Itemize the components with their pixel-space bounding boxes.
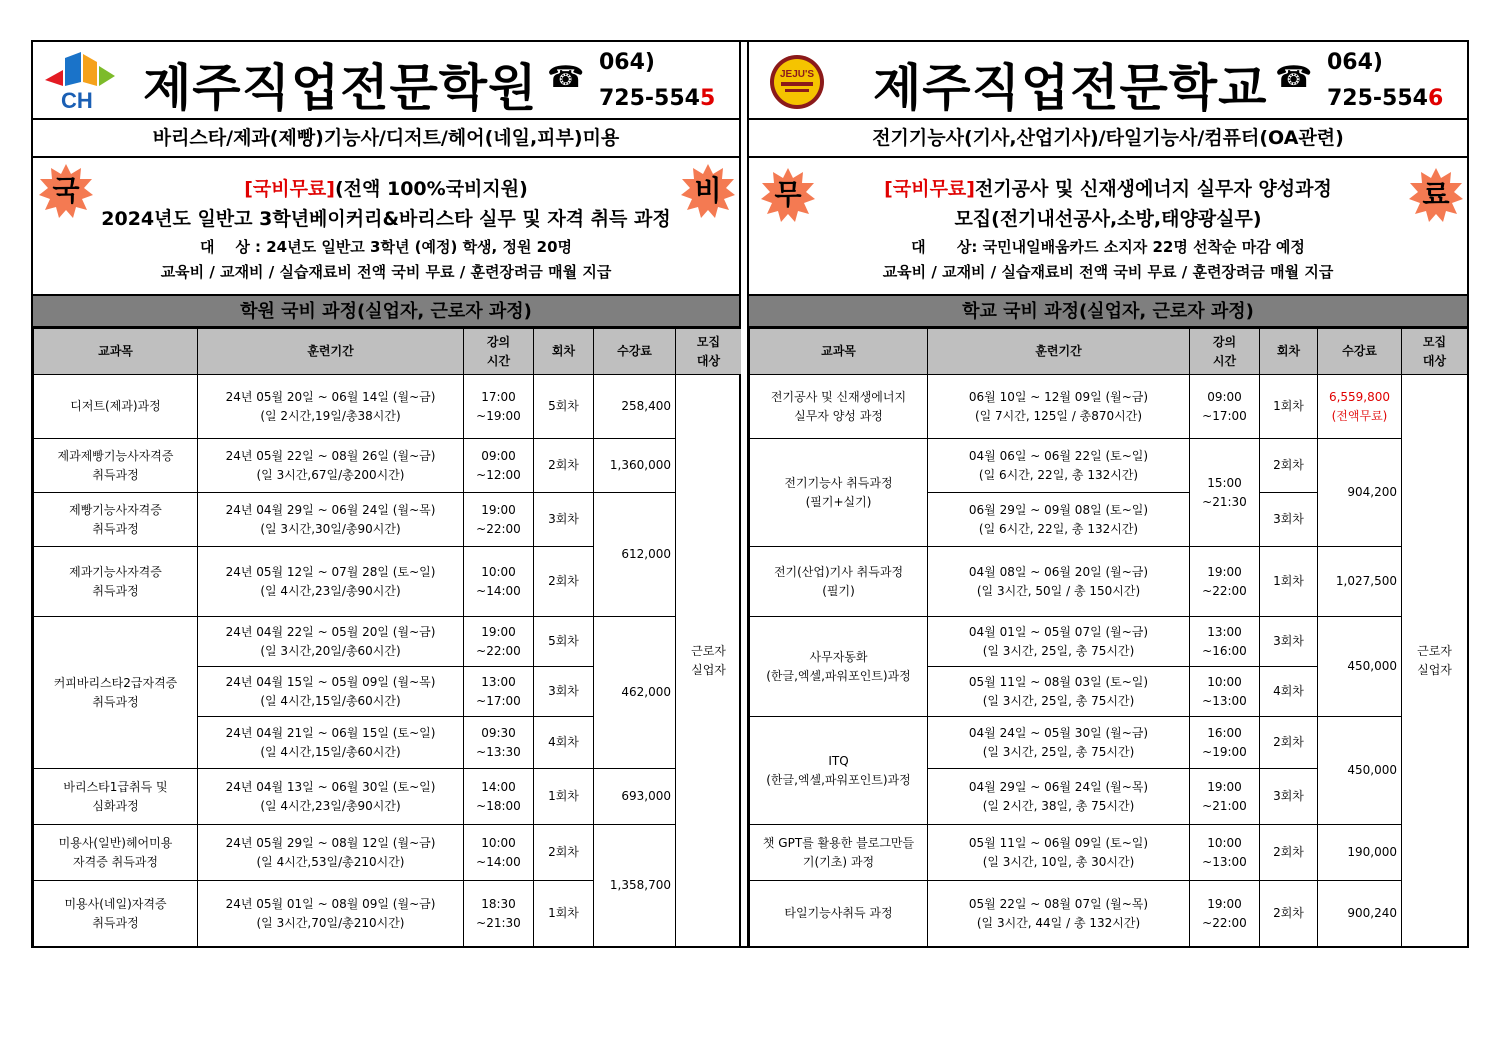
- course-round: 3회차: [534, 667, 594, 717]
- course-name: 전기(산업)기사 취득과정 (필기): [750, 547, 928, 617]
- table-header-row: [34, 329, 742, 375]
- course-time: 17:00 ~19:00: [464, 375, 534, 439]
- col-period: 훈련기간: [928, 329, 1190, 375]
- course-name: 타일기능사취득 과정: [750, 881, 928, 947]
- promo-free-label: [국비무료]: [244, 178, 335, 200]
- course-time: 19:00 ~22:00: [1190, 547, 1260, 617]
- promo-headline: [33, 174, 739, 201]
- course-fee: 258,400: [594, 375, 676, 439]
- course-period: 06월 29일 ~ 09월 08일 (토~일) (일 6시간, 22일, 총 132시간): [928, 493, 1190, 547]
- course-round: 4회차: [1260, 667, 1318, 717]
- course-fee: 693,000: [594, 769, 676, 825]
- course-time: 19:00 ~22:00: [464, 493, 534, 547]
- promo-headline: [749, 174, 1467, 201]
- school-panel: [747, 42, 1467, 946]
- course-time: 16:00 ~19:00: [1190, 717, 1260, 769]
- course-time: 19:00 ~21:00: [1190, 769, 1260, 825]
- course-name: 디저트(제과)과정: [34, 375, 198, 439]
- course-period: 24년 05월 12일 ~ 07월 28일 (토~일) (일 4시간,23일/총90시간): [198, 547, 464, 617]
- academy-name: 제주직업전문학원: [143, 59, 538, 117]
- academy-tel-main: 725-554: [599, 86, 700, 111]
- course-time: 19:00 ~22:00: [464, 617, 534, 667]
- academy-section-title: 학원 국비 과정(실업자, 근로자 과정): [33, 296, 739, 328]
- course-round: 3회차: [1260, 769, 1318, 825]
- course-time: 10:00 ~13:00: [1190, 667, 1260, 717]
- school-course-table: [749, 328, 1468, 947]
- col-target: 모집 대상: [1402, 329, 1468, 375]
- course-period: 24년 05월 01일 ~ 08월 09일 (월~금) (일 3시간,70일/총210시간): [198, 881, 464, 947]
- course-round: 2회차: [534, 547, 594, 617]
- course-time: 14:00 ~18:00: [464, 769, 534, 825]
- school-tel-area: 064): [1327, 50, 1383, 75]
- course-name: 챗 GPT를 활용한 블로그만들 기(기초) 과정: [750, 825, 928, 881]
- course-period: 24년 04월 21일 ~ 06월 15일 (토~일) (일 4시간,15일/총60시간): [198, 717, 464, 769]
- table-row: [750, 825, 1468, 881]
- promo-headline-text: 전기공사 및 신재생에너지 실무자 양성과정: [974, 178, 1332, 200]
- school-promo: [749, 158, 1467, 296]
- course-fee: 1,027,500: [1318, 547, 1402, 617]
- course-round: 2회차: [1260, 881, 1318, 947]
- course-name: 제과제빵기능사자격증 취득과정: [34, 439, 198, 493]
- badge-right-text: 료: [1422, 178, 1450, 211]
- course-fee: 190,000: [1318, 825, 1402, 881]
- course-period: 24년 04월 22일 ~ 05월 20일 (월~금) (일 3시간,20일/총60시간): [198, 617, 464, 667]
- promo-course-title: 2024년도 일반고 3학년베이커리&바리스타 실무 및 자격 취득 과정: [101, 208, 671, 230]
- col-course: 교과목: [34, 329, 198, 375]
- badge-left-text: 무: [774, 178, 802, 211]
- table-row: [34, 439, 742, 493]
- course-round: 1회차: [534, 881, 594, 947]
- course-time: 18:30 ~21:30: [464, 881, 534, 947]
- course-name: 커피바리스타2급자격증 취득과정: [34, 617, 198, 769]
- course-round: 2회차: [1260, 717, 1318, 769]
- table-row: [750, 375, 1468, 439]
- course-name: 전기기능사 취득과정 (필기+실기): [750, 439, 928, 547]
- course-time: 10:00 ~13:00: [1190, 825, 1260, 881]
- course-name: 제과기능사자격증 취득과정: [34, 547, 198, 617]
- course-round: 5회차: [534, 617, 594, 667]
- promo-course-title: 모집(전기내선공사,소방,태양광실무): [954, 208, 1262, 230]
- col-fee: 수강료: [594, 329, 676, 375]
- course-name: ITQ (한글,엑셀,파워포인트)과정: [750, 717, 928, 825]
- course-name: 전기공사 및 신재생에너지 실무자 양성 과정: [750, 375, 928, 439]
- table-row: [750, 439, 1468, 493]
- table-row: [750, 547, 1468, 617]
- table-row: [750, 717, 1468, 769]
- course-period: 05월 11일 ~ 08월 03일 (토~일) (일 3시간, 25일, 총 75시간): [928, 667, 1190, 717]
- course-fee: 900,240: [1318, 881, 1402, 947]
- course-fee: 1,360,000: [594, 439, 676, 493]
- course-name: 미용사(일반)헤어미용 자격증 취득과정: [34, 825, 198, 881]
- course-round: 3회차: [534, 493, 594, 547]
- course-name: 미용사(네일)자격증 취득과정: [34, 881, 198, 947]
- course-time: 19:00 ~22:00: [1190, 881, 1260, 947]
- promo-benefits: 교육비 / 교재비 / 실습재료비 전액 국비 무료 / 훈련장려금 매월 지급: [160, 263, 612, 281]
- promo-target: 대 상 : 24년도 일반고 3학년 (예정) 학생, 정원 20명: [199, 238, 573, 256]
- flyer-sheet: [31, 40, 1469, 948]
- course-period: 06월 10일 ~ 12월 09일 (월~금) (일 7시간, 125일 / 총870시간): [928, 375, 1190, 439]
- course-round: 1회차: [1260, 375, 1318, 439]
- school-emblem-icon: [769, 54, 825, 110]
- course-round: 2회차: [1260, 439, 1318, 493]
- course-name: 바리스타1급취득 및 심화과정: [34, 769, 198, 825]
- course-time: 13:00 ~16:00: [1190, 617, 1260, 667]
- course-period: 24년 05월 22일 ~ 08월 26일 (월~금) (일 3시간,67일/총200시간): [198, 439, 464, 493]
- course-time: 10:00 ~14:00: [464, 547, 534, 617]
- col-time: 강의 시간: [1190, 329, 1260, 375]
- academy-tel-area: 064): [599, 50, 655, 75]
- course-round: 3회차: [1260, 493, 1318, 547]
- course-period: 24년 05월 20일 ~ 06월 14일 (월~금) (일 2시간,19일/총38시간): [198, 375, 464, 439]
- course-round: 2회차: [534, 825, 594, 881]
- table-row: [750, 881, 1468, 947]
- course-period: 24년 05월 29일 ~ 08월 12일 (월~금) (일 4시간,53일/총210시간): [198, 825, 464, 881]
- course-time: 09:00 ~17:00: [1190, 375, 1260, 439]
- badge-right-text: 비: [694, 174, 722, 207]
- table-row: [750, 617, 1468, 667]
- col-time: 강의 시간: [464, 329, 534, 375]
- academy-course-table: [33, 328, 742, 947]
- table-row: [34, 769, 742, 825]
- course-period: 05월 11일 ~ 06월 09일 (토~일) (일 3시간, 10일, 총 30시간): [928, 825, 1190, 881]
- course-fee: 904,200: [1318, 439, 1402, 547]
- course-period: 04월 01일 ~ 05월 07일 (월~금) (일 3시간, 25일, 총 75시간): [928, 617, 1190, 667]
- promo-free-label: [국비무료]: [884, 178, 975, 200]
- table-row: [34, 375, 742, 439]
- course-period: 24년 04월 13일 ~ 06월 30일 (토~일) (일 4시간,23일/총90시간): [198, 769, 464, 825]
- academy-subjects: 바리스타/제과(제빵)기능사/디저트/헤어(네일,피부)미용: [33, 120, 739, 158]
- course-fee: 450,000: [1318, 717, 1402, 825]
- academy-promo: [33, 158, 739, 296]
- school-name: 제주직업전문학교: [873, 59, 1268, 117]
- course-target: 근로자 실업자: [676, 375, 742, 947]
- col-target: 모집 대상: [676, 329, 742, 375]
- col-round: 회차: [534, 329, 594, 375]
- col-course: 교과목: [750, 329, 928, 375]
- school-emblem-text: JEJU'S: [779, 69, 815, 80]
- course-round: 1회차: [1260, 547, 1318, 617]
- academy-tel-last-digit: 5: [699, 86, 716, 111]
- course-time: 09:30 ~13:30: [464, 717, 534, 769]
- telephone-icon: ☎: [1275, 60, 1313, 95]
- course-round: 1회차: [534, 769, 594, 825]
- course-fee: 612,000: [594, 493, 676, 617]
- table-row: [34, 825, 742, 881]
- course-fee: 6,559,800 (전액무료): [1318, 375, 1402, 439]
- course-fee: 450,000: [1318, 617, 1402, 717]
- course-name: 사무자동화 (한글,엑셀,파워포인트)과정: [750, 617, 928, 717]
- academy-header: [33, 42, 739, 120]
- table-header-row: [750, 329, 1468, 375]
- course-period: 04월 08일 ~ 06월 20일 (월~금) (일 3시간, 50일 / 총 150시간): [928, 547, 1190, 617]
- school-tel-main: 725-554: [1327, 86, 1428, 111]
- badge-left-text: 국: [52, 174, 80, 207]
- table-row: [34, 617, 742, 667]
- course-round: 2회차: [534, 439, 594, 493]
- course-time: 10:00 ~14:00: [464, 825, 534, 881]
- promo-headline-text: (전액 100%국비지원): [334, 178, 528, 200]
- course-round: 5회차: [534, 375, 594, 439]
- table-row: [34, 493, 742, 547]
- school-section-title: 학교 국비 과정(실업자, 근로자 과정): [749, 296, 1467, 328]
- svg-text:CH: CH: [61, 88, 93, 112]
- telephone-icon: ☎: [547, 60, 585, 95]
- course-round: 2회차: [1260, 825, 1318, 881]
- course-period: 04월 24일 ~ 05월 30일 (월~금) (일 3시간, 25일, 총 75시간): [928, 717, 1190, 769]
- col-fee: 수강료: [1318, 329, 1402, 375]
- promo-benefits: 교육비 / 교재비 / 실습재료비 전액 국비 무료 / 훈련장려금 매월 지급: [882, 263, 1334, 281]
- academy-panel: [33, 42, 741, 946]
- course-period: 24년 04월 29일 ~ 06월 24일 (월~목) (일 3시간,30일/총90시간): [198, 493, 464, 547]
- course-name: 제빵기능사자격증 취득과정: [34, 493, 198, 547]
- promo-target: 대 상: 국민내일배움카드 소지자 22명 선착순 마감 예정: [911, 238, 1305, 256]
- course-round: 4회차: [534, 717, 594, 769]
- ch-logo-icon: [41, 52, 121, 112]
- course-target: 근로자 실업자: [1402, 375, 1468, 947]
- course-round: 3회차: [1260, 617, 1318, 667]
- course-period: 04월 06일 ~ 06월 22일 (토~일) (일 6시간, 22일, 총 132시간): [928, 439, 1190, 493]
- school-tel-last-digit: 6: [1427, 86, 1444, 111]
- course-period: 04월 29일 ~ 06월 24일 (월~목) (일 2시간, 38일, 총 75시간): [928, 769, 1190, 825]
- school-tel-number: [1327, 86, 1443, 111]
- school-subjects: 전기기능사(기사,산업기사)/타일기능사/컴퓨터(OA관련): [749, 120, 1467, 158]
- course-fee: 462,000: [594, 617, 676, 769]
- school-header: [749, 42, 1467, 120]
- academy-tel-number: [599, 86, 715, 111]
- course-fee: 1,358,700: [594, 825, 676, 947]
- course-period: 24년 04월 15일 ~ 05월 09일 (월~목) (일 4시간,15일/총60시간): [198, 667, 464, 717]
- course-period: 05월 22일 ~ 08월 07일 (월~목) (일 3시간, 44일 / 총 132시간): [928, 881, 1190, 947]
- col-round: 회차: [1260, 329, 1318, 375]
- course-time: 13:00 ~17:00: [464, 667, 534, 717]
- course-time: 15:00 ~21:30: [1190, 439, 1260, 547]
- course-time: 09:00 ~12:00: [464, 439, 534, 493]
- col-period: 훈련기간: [198, 329, 464, 375]
